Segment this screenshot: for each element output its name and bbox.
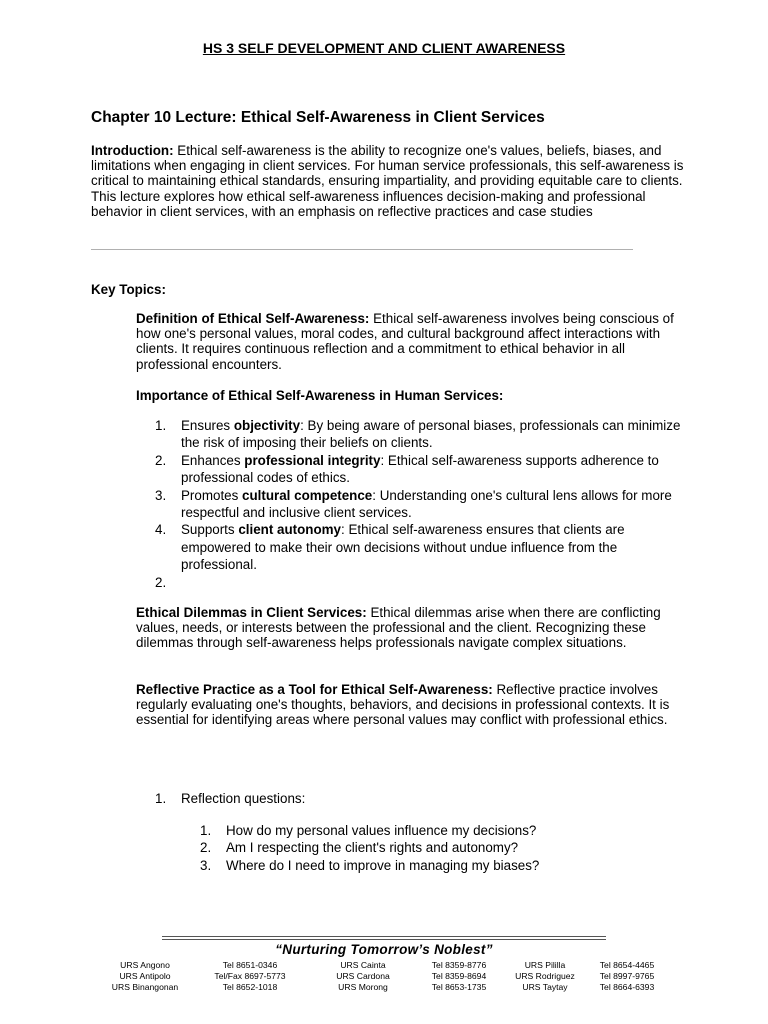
introduction-paragraph [91,143,691,219]
contacts-row [0,960,768,971]
campus-phone: Tel/Fax 8697-5773 [214,971,286,981]
list-item [136,521,686,573]
item-prefix: Enhances [181,452,245,468]
reflective-label: Reflective Practice as a Tool for Ethical Self-Awareness: [136,682,493,697]
list-item [136,487,686,522]
campus-name: URS Angono [120,960,170,970]
list-number: 1. [200,823,212,838]
item-text: : Ethical self-awareness ensures that clients are empowered to make their own decisions without undue influence from the professional. [181,522,625,573]
reflective-text: Reflective practice involves regularly evaluating one's thoughts, behaviors, and decisions in professional contexts. It is essential for identifying areas where personal values may conflict with professional ethics. [136,682,670,728]
item-prefix: Promotes [181,487,243,503]
campus-name: URS Binangonan [111,982,179,992]
importance-heading: Importance of Ethical Self-Awareness in Human Services: [136,388,504,403]
campus-phone: Tel 8359-8694 [431,971,487,981]
item-keyword: cultural competence [242,487,373,503]
item-text: : By being aware of personal biases, professionals can minimize the risk of imposing their beliefs on clients. [181,418,681,451]
list-item [136,790,686,807]
list-item [181,857,701,874]
list-number: 4. [155,522,167,538]
list-number: 1. [155,418,167,433]
campus-name: URS Taytay [522,982,568,992]
item-prefix: Ensures [181,418,234,433]
reflection-label: Reflection questions: [181,791,306,806]
chapter-title: Chapter 10 Lecture: Ethical Self-Awareness in Client Services [91,109,545,126]
campus-phone: Tel 8359-8776 [431,960,487,970]
item-prefix: Supports [181,522,239,538]
campus-name: URS Morong [338,982,388,992]
list-item [181,822,701,839]
list-number: 2. [200,840,212,856]
item-keyword: professional integrity [244,452,381,468]
introduction-text: Ethical self-awareness is the ability to recognize one's values, beliefs, biases, and limitations when engaging in client services. For human service professionals, this self-awareness is critical to maintaining ethical standards, ensuring impartiality, and providing equitable care to clients. This lecture explores how ethical self-awareness influences decision-making and professional behavior in client services, with an emphasis on reflective practices and case studies [91,143,684,219]
list-item [136,452,686,487]
campus-name: URS Rodriguez [515,971,575,981]
dilemmas-label: Ethical Dilemmas in Client Services: [136,605,367,620]
list-number: 3. [155,487,167,503]
list-number: 2. [155,574,167,590]
dilemmas-paragraph [136,605,686,651]
reflection-list [136,790,686,807]
question-text: How do my personal values influence my decisions? [226,823,537,838]
item-text: : Ethical self-awareness supports adherence to professional codes of ethics. [181,452,659,486]
list-number: 3. [200,857,212,873]
campus-name: URS Cardona [336,971,390,981]
campus-name: URS Pililla [524,960,566,970]
campus-phone: Tel 8653-1735 [431,982,487,992]
question-text: Am I respecting the client's rights and autonomy? [226,840,519,856]
key-topics-heading: Key Topics: [91,282,166,297]
list-item [136,574,686,591]
item-keyword: client autonomy [238,522,342,538]
definition-label: Definition of Ethical Self-Awareness: [136,311,370,326]
list-item [181,839,701,856]
contacts-row [0,982,768,993]
campus-name: URS Cainta [340,960,386,970]
dilemmas-text: Ethical dilemmas arise when there are conflicting values, needs, or interests between the professional and the client. Recognizing these dilemmas through self-awareness helps professionals navigate complex situations. [136,605,661,651]
list-number: 2. [155,452,167,468]
campus-phone: Tel 8997-9765 [599,971,655,981]
reflection-questions-list [181,822,701,874]
campus-phone: Tel 8652-1018 [222,982,278,992]
definition-paragraph [136,311,686,372]
footer-motto: “Nurturing Tomorrow’s Noblest” [275,942,493,957]
importance-list [136,417,686,591]
question-text: Where do I need to improve in managing my biases? [226,857,540,873]
item-text: : Understanding one's cultural lens allows for more respectful and inclusive client services. [181,487,672,521]
reflective-paragraph [136,682,686,728]
definition-text: Ethical self-awareness involves being conscious of how one's personal values, moral codes, and cultural background affect interactions with clients. It requires continuous reflection and a commitment to ethical behavior in all professional encounters. [136,311,674,372]
campus-phone: Tel 8664-6393 [599,982,655,992]
course-title: HS 3 SELF DEVELOPMENT AND CLIENT AWARENESS [202,40,566,56]
campus-phone: Tel 8651-0346 [222,960,278,970]
introduction-label: Introduction: [91,143,174,158]
list-item [136,417,686,452]
item-keyword: objectivity [233,418,301,433]
list-number: 1. [155,791,167,806]
campus-name: URS Antipolo [119,971,171,981]
campus-phone: Tel 8654-4465 [599,960,655,970]
horizontal-divider [91,249,633,250]
contacts-row [0,971,768,982]
